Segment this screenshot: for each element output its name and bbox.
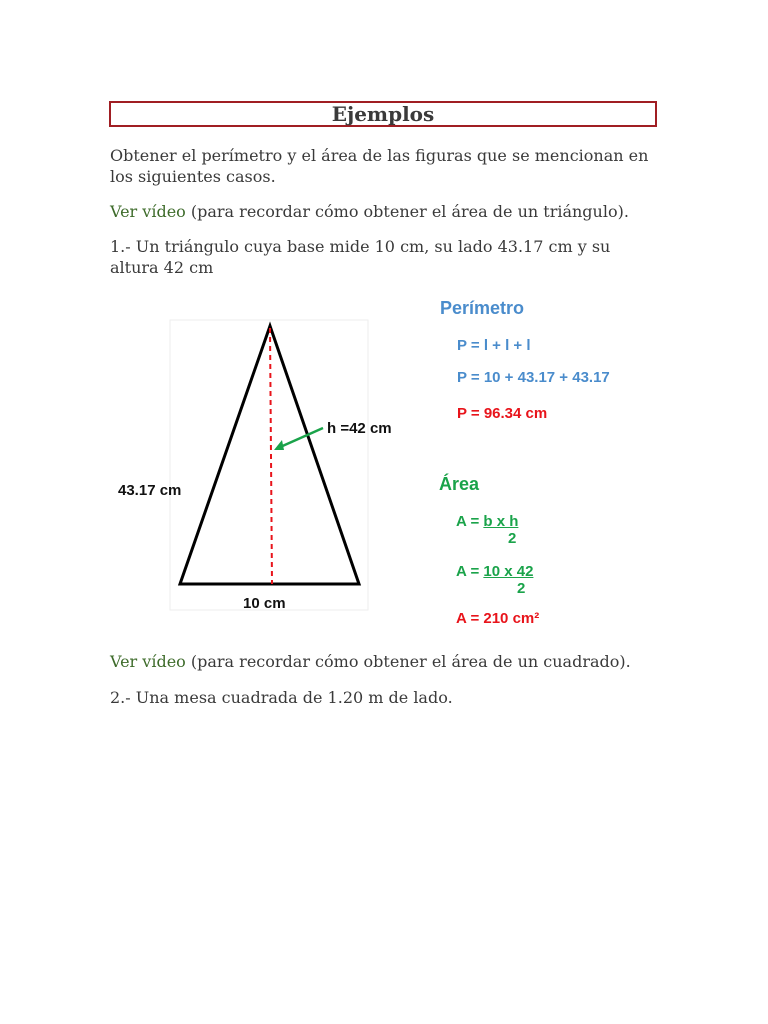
video-text-1: (para recordar cómo obtener el área de un triángulo). [185,202,629,221]
problem-2: 2.- Una mesa cuadrada de 1.20 m de lado. [110,688,453,707]
perimeter-substitution: P = 10 + 43.17 + 43.17 [457,369,610,386]
area-substitution-prefix: A = [456,563,484,580]
side-label: 43.17 cm [118,482,182,499]
area-formula-denominator: 2 [508,530,517,547]
perimeter-result: P = 96.34 cm [457,405,548,422]
area-substitution [456,563,533,580]
video-link-2[interactable]: Ver vídeo [110,652,186,671]
perimeter-heading: Perímetro [440,298,525,318]
area-substitution-numerator: 10 x 42 [483,563,534,580]
arrow-head [274,440,284,450]
area-result: A = 210 cm² [456,610,540,627]
area-heading: Área [439,474,480,494]
video-line-1 [110,201,670,222]
title-box [109,101,657,127]
area-formula-numerator: b x h [483,513,519,530]
height-line [270,328,272,584]
video-text-2: (para recordar cómo obtener el área de un cuadrado). [185,652,631,671]
problem-1: 1.- Un triángulo cuya base mide 10 cm, su lado 43.17 cm y su altura 42 cm [110,237,611,277]
intro-paragraph: Obtener el perímetro y el área de las figuras que se mencionan en los siguientes casos. [110,146,649,186]
video-line-2 [110,651,670,672]
height-pointer-arrow [278,428,323,448]
base-label: 10 cm [243,595,286,612]
area-substitution-denominator: 2 [517,580,526,597]
area-formula-prefix: A = [456,513,484,530]
perimeter-formula: P = l + l + l [457,337,531,354]
page-title: Ejemplos [331,102,435,126]
figure-frame [170,320,368,610]
area-formula [456,513,518,530]
triangle-diagram [110,290,650,620]
video-link-1[interactable]: Ver vídeo [110,202,186,221]
triangle-figure [110,290,650,627]
height-label: h =42 cm [327,420,392,437]
